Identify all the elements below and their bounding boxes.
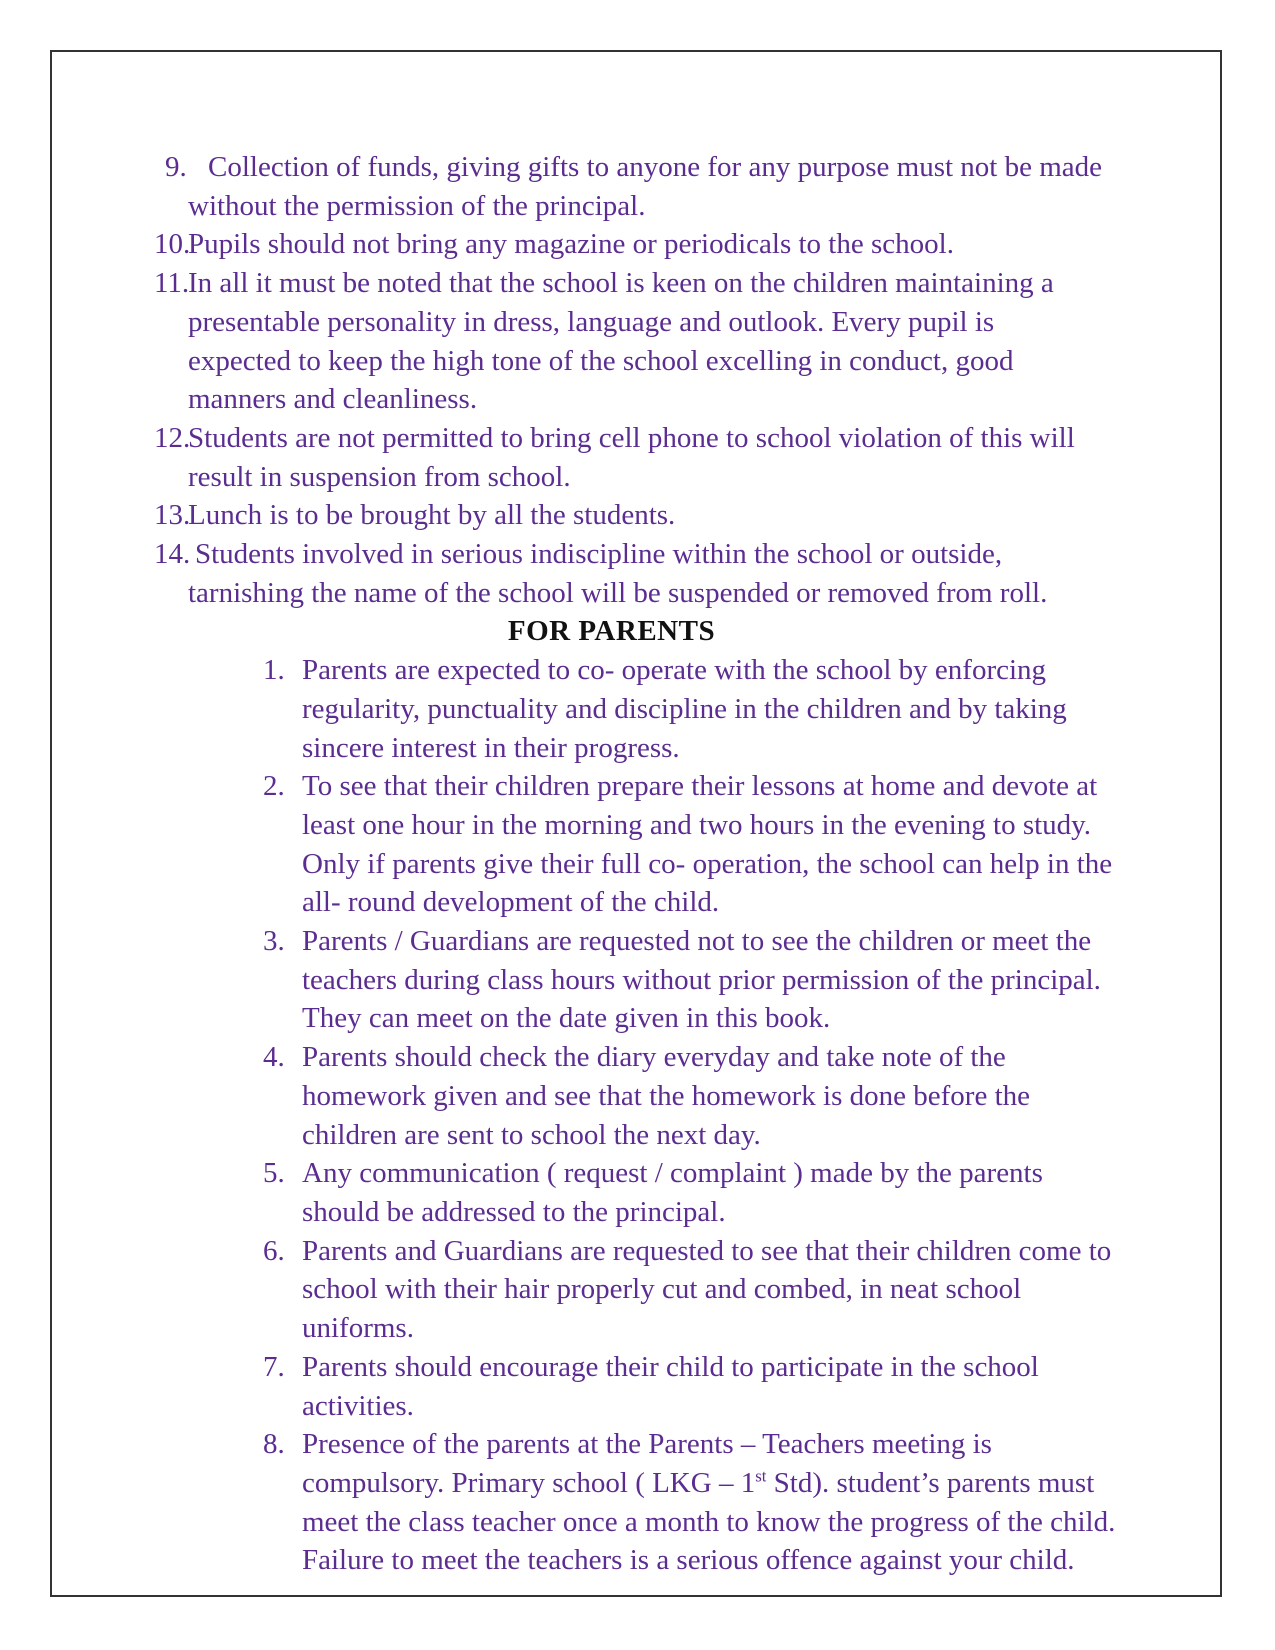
item-number: 12.: [154, 421, 191, 454]
list-item-12: [154, 419, 1121, 496]
text-line: Students are not permitted to bring cell phone to school violation of this will: [188, 421, 1075, 454]
text-line: Pupils should not bring any magazine or periodicals to the school.: [188, 228, 954, 261]
item-number: 2.: [263, 770, 285, 803]
text-line: In all it must be noted that the school is keen on the children maintaining a: [188, 267, 1054, 300]
text-line: without the permission of the principal.: [188, 189, 646, 222]
item-number: 4.: [263, 1041, 285, 1074]
list-item-6: [154, 1232, 1121, 1348]
text-line: Parents / Guardians are requested not to see the children or meet the: [302, 925, 1092, 958]
list-item-10: [154, 225, 1121, 264]
for-parents-heading: FOR PARENTS: [507, 615, 716, 648]
text-line: To see that their children prepare their lessons at home and devote at: [302, 770, 1098, 803]
text-line: school with their hair properly cut and combed, in neat school: [302, 1273, 1022, 1306]
parents-instructions-list: [154, 651, 1121, 1580]
document-content: [154, 148, 1121, 1580]
text-line: Parents are expected to co- operate with the school by enforcing: [302, 654, 1047, 687]
text-line: should be addressed to the principal.: [302, 1195, 726, 1228]
item-number: 10.: [154, 228, 191, 261]
text-line: compulsory. Primary school ( LKG – 1st Std). student’s parents must: [302, 1466, 1095, 1499]
item-number: 5.: [263, 1157, 285, 1190]
list-item-7: [154, 1348, 1121, 1425]
item-number: 13.: [154, 499, 191, 532]
text-line: meet the class teacher once a month to know the progress of the child.: [302, 1505, 1116, 1538]
item-number: 11.: [154, 267, 190, 300]
list-item-2: [154, 767, 1121, 922]
list-item-14: [154, 535, 1121, 612]
text-line: least one hour in the morning and two hours in the evening to study.: [302, 808, 1092, 841]
text-line: regularity, punctuality and discipline in the children and by taking: [302, 692, 1067, 725]
item-number: 1.: [263, 654, 285, 687]
item-number: 7.: [263, 1350, 285, 1383]
list-item-13: [154, 496, 1121, 535]
text-line: all- round development of the child.: [302, 886, 720, 919]
list-item-5: [154, 1154, 1121, 1231]
text-line: Presence of the parents at the Parents – Teachers meeting is: [302, 1428, 992, 1461]
item-number: 9.: [165, 151, 187, 183]
item-number: 14.: [154, 538, 191, 571]
text-line: expected to keep the high tone of the school excelling in conduct, good: [188, 344, 1014, 377]
text-line: Collection of funds, giving gifts to anyone for any purpose must not be made: [208, 151, 1103, 183]
student-rules-list: [154, 148, 1121, 612]
text-line: presentable personality in dress, language and outlook. Every pupil is: [188, 305, 995, 338]
text-line: Lunch is to be brought by all the students.: [188, 499, 676, 532]
list-item-4: [154, 1038, 1121, 1154]
text-line: Students involved in serious indiscipline within the school or outside,: [195, 538, 1003, 571]
text-line: activities.: [302, 1389, 414, 1422]
text-line: manners and cleanliness.: [188, 383, 478, 416]
text-line: They can meet on the date given in this book.: [302, 1002, 831, 1035]
text-line: Failure to meet the teachers is a serious offence against your child.: [302, 1544, 1075, 1577]
text-line: homework given and see that the homework is done before the: [302, 1079, 1031, 1112]
text-line: children are sent to school the next day.: [302, 1118, 761, 1151]
list-item-8: [154, 1425, 1121, 1580]
list-item-1: [154, 651, 1121, 767]
text-line: sincere interest in their progress.: [302, 731, 680, 764]
list-item-11: [154, 264, 1121, 419]
text-line: Any communication ( request / complaint ) made by the parents: [302, 1157, 1043, 1190]
text-line: uniforms.: [302, 1312, 414, 1345]
text-line: Parents and Guardians are requested to see that their children come to: [302, 1234, 1112, 1267]
text-line: teachers during class hours without prior permission of the principal.: [302, 963, 1101, 996]
text-line: Parents should check the diary everyday and take note of the: [302, 1041, 1006, 1074]
text-line: tarnishing the name of the school will be suspended or removed from roll.: [188, 576, 1048, 609]
item-number: 3.: [263, 925, 285, 958]
text-line: Only if parents give their full co- operation, the school can help in the: [302, 847, 1113, 880]
item-number: 8.: [263, 1428, 285, 1461]
item-number: 6.: [263, 1234, 285, 1267]
text-line: Parents should encourage their child to participate in the school: [302, 1350, 1039, 1383]
text-line: result in suspension from school.: [188, 460, 571, 493]
list-item-9: [154, 148, 1121, 225]
list-item-3: [154, 922, 1121, 1038]
